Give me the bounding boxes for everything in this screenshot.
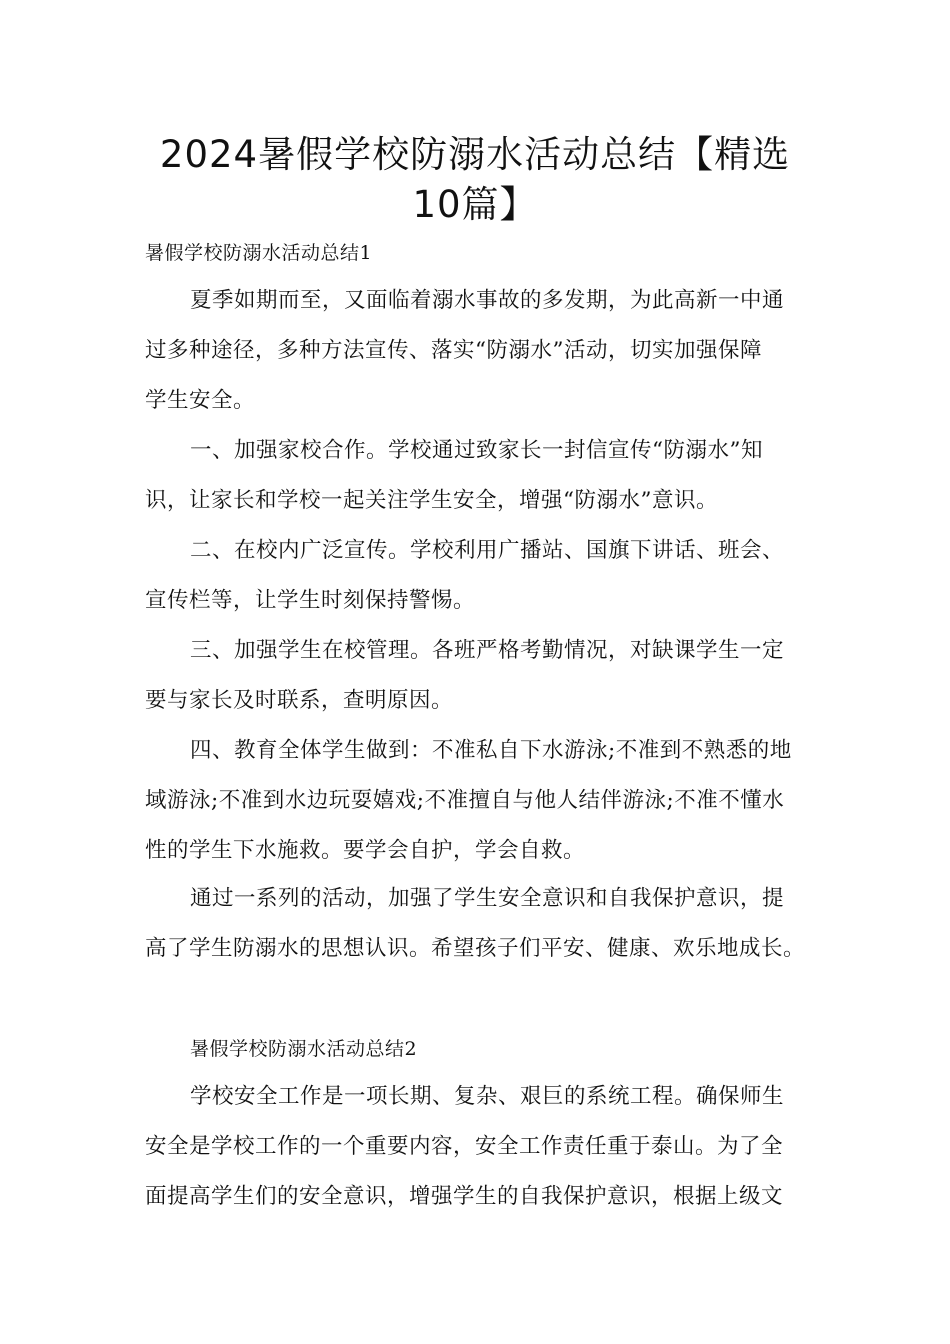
- section-heading-2: 暑假学校防溺水活动总结2: [190, 1038, 418, 1060]
- paragraph-line: 性的学生下水施救。要学会自护，学会自救。: [145, 838, 586, 863]
- document-title-line-1: 2024暑假学校防溺水活动总结【精选: [159, 133, 791, 176]
- paragraph-line: 宣传栏等，让学生时刻保持警惕。: [145, 588, 476, 613]
- paragraph-line: 三、加强学生在校管理。各班严格考勤情况，对缺课学生一定: [190, 638, 785, 663]
- paragraph-line: 四、教育全体学生做到：不准私自下水游泳;不准到不熟悉的地: [190, 738, 792, 763]
- section-heading-1: 暑假学校防溺水活动总结1: [145, 242, 373, 264]
- paragraph-line: 识，让家长和学校一起关注学生安全，增强“防溺水”意识。: [145, 488, 718, 513]
- paragraph-line: 过多种途径，多种方法宣传、落实“防溺水”活动，切实加强保障: [145, 338, 762, 363]
- paragraph-line: 夏季如期而至，又面临着溺水事故的多发期，为此高新一中通: [190, 288, 785, 313]
- paragraph-line: 域游泳;不准到水边玩耍嬉戏;不准擅自与他人结伴游泳;不准不懂水: [145, 788, 785, 813]
- paragraph-line: 学生安全。: [145, 388, 256, 413]
- paragraph-line: 安全是学校工作的一个重要内容，安全工作责任重于泰山。为了全: [145, 1134, 784, 1159]
- paragraph-line: 要与家长及时联系，查明原因。: [145, 688, 454, 713]
- paragraph-line: 面提高学生们的安全意识，增强学生的自我保护意识，根据上级文: [145, 1184, 784, 1209]
- paragraph-line: 学校安全工作是一项长期、复杂、艰巨的系统工程。确保师生: [190, 1084, 785, 1109]
- paragraph-line: 一、加强家校合作。学校通过致家长一封信宣传“防溺水”知: [190, 438, 763, 463]
- paragraph-line: 二、在校内广泛宣传。学校利用广播站、国旗下讲话、班会、: [190, 538, 785, 563]
- paragraph-line: 通过一系列的活动，加强了学生安全意识和自我保护意识，提: [190, 886, 785, 911]
- paragraph-line: 高了学生防溺水的思想认识。希望孩子们平安、健康、欢乐地成长。: [145, 936, 806, 961]
- document-title-line-2: 10篇】: [412, 183, 538, 226]
